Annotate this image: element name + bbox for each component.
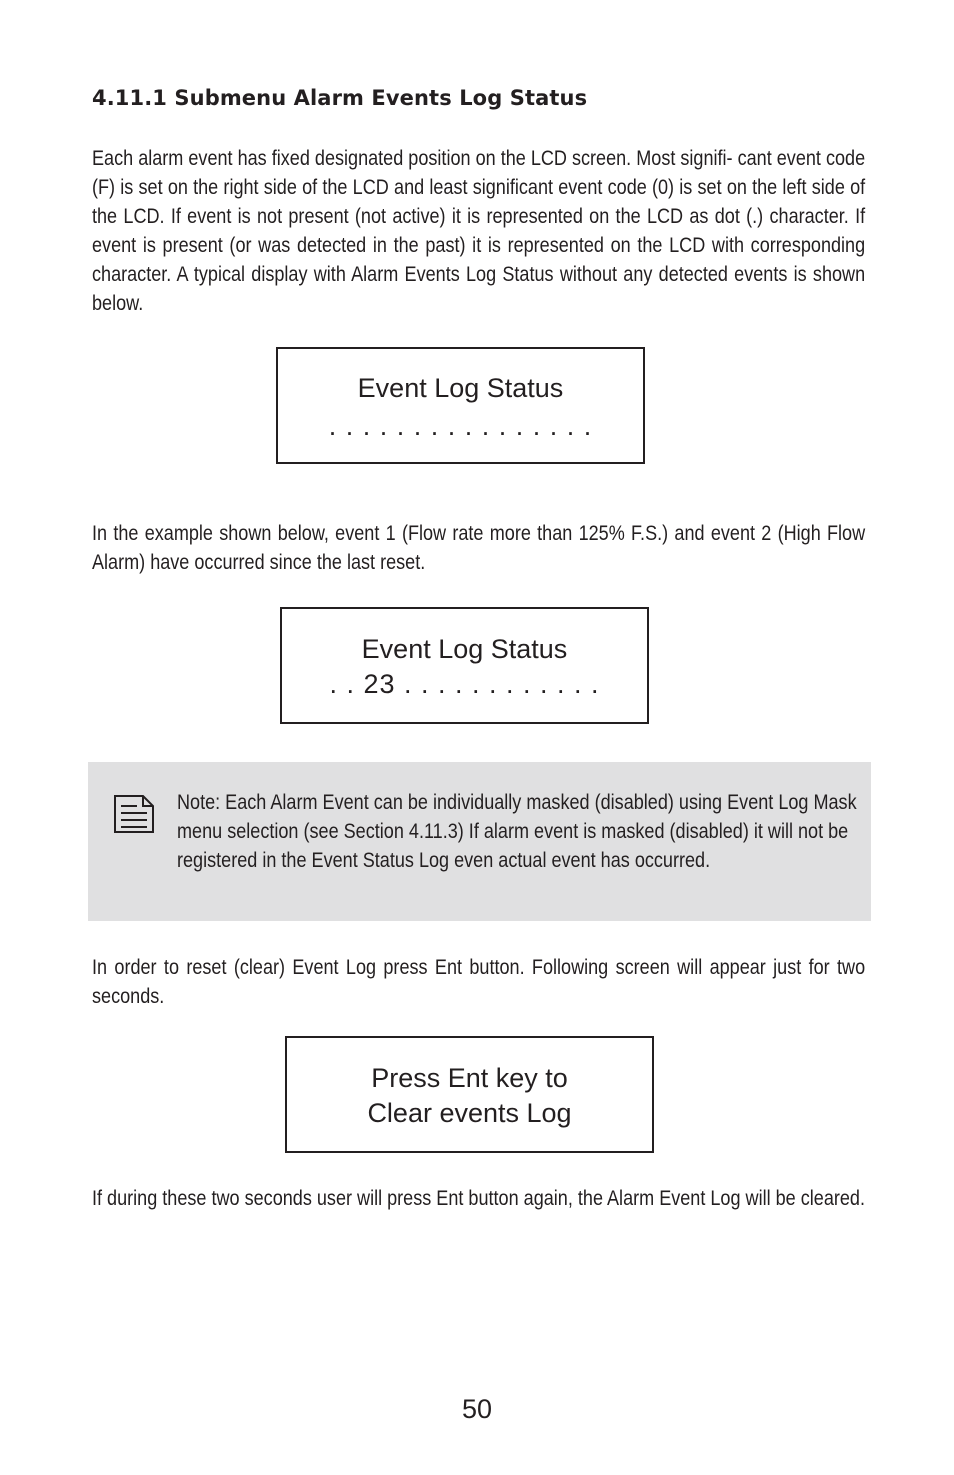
- lcd-line-2: . . 23 . . . . . . . . . . . .: [329, 669, 600, 699]
- paragraph-example: In the example shown below, event 1 (Flow rate more than 125% F.S.) and event 2 (High Flow Alarm) have occurred since the last reset.: [92, 522, 866, 574]
- note-box: [88, 762, 871, 921]
- note-text: Note: Each Alarm Event can be individually masked (disabled) using Event Log Mask menu selection (see Section 4.11.3) If alarm event is masked (disabled) it will not be registered in the Event Status Log even actual event has occurred.: [177, 791, 857, 872]
- lcd-display-no-events: [276, 347, 645, 464]
- paragraph-event-positions: Each alarm event has fixed designated position on the LCD screen. Most signifi- cant event code (F) is set on the right side of the LCD and least significant event code (0) is set on the left side of the LCD. If event is not present (not active) it is represented on the LCD as dot (.) character. If event is present (or was detected in the past) it is represented on the LCD with corresponding character. A typical display with Alarm Events Log Status without any detected events is shown below.: [92, 147, 866, 315]
- lcd-line-1: Press Ent key to: [371, 1063, 568, 1093]
- lcd-line-1: Event Log Status: [361, 634, 568, 664]
- lcd-line-2: Clear events Log: [367, 1098, 572, 1128]
- lcd-display-clear-prompt: [285, 1036, 654, 1153]
- lcd-display-events-1-2: [280, 607, 649, 724]
- paragraph-reset: In order to reset (clear) Event Log press Ent button. Following screen will appear just for two seconds.: [92, 956, 866, 1008]
- paragraph-cleared: If during these two seconds user will press Ent button again, the Alarm Event Log will be cleared.: [92, 1187, 865, 1210]
- note-icon: [113, 794, 155, 834]
- section-heading: 4.11.1 Submenu Alarm Events Log Status: [92, 86, 588, 110]
- lcd-line-2: . . . . . . . . . . . . . . . .: [328, 411, 593, 441]
- lcd-line-1: Event Log Status: [357, 373, 564, 403]
- page-number: 50: [461, 1394, 493, 1424]
